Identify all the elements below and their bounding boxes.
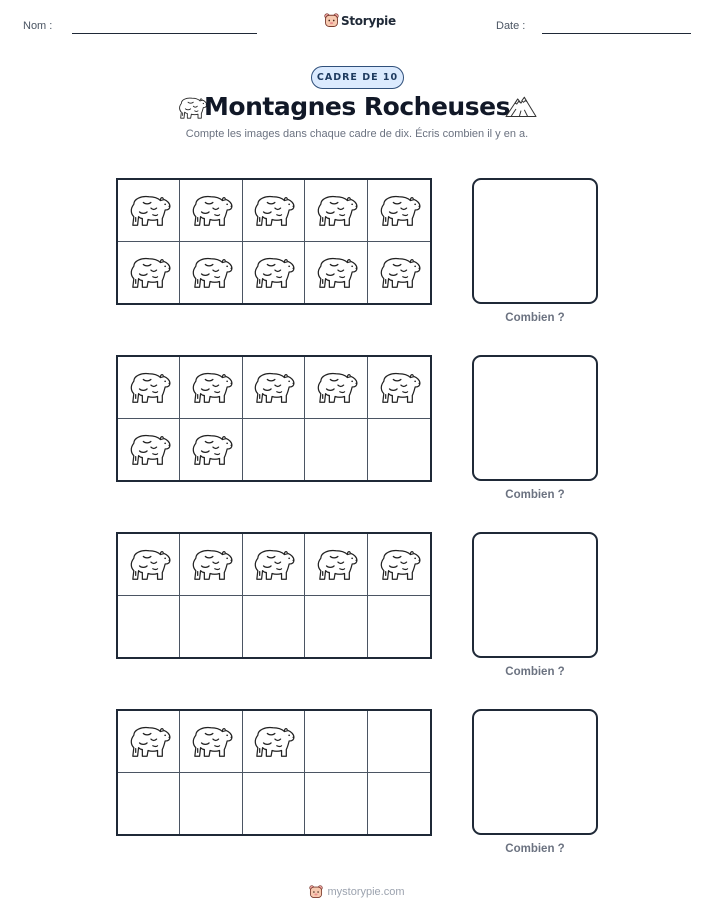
frame-cell [305, 242, 367, 304]
page-title: Montagnes Rocheuses [204, 92, 510, 121]
answer-box-4[interactable] [472, 709, 598, 835]
footer-url[interactable]: mystorypie.com [327, 886, 405, 898]
frame-cell [368, 534, 430, 596]
bear-icon [313, 545, 359, 583]
frame-cell [368, 596, 430, 658]
bear-icon [313, 191, 359, 229]
frame-cell [368, 773, 430, 835]
frame-cell [368, 419, 430, 481]
storypie-logo-icon [324, 13, 339, 28]
frame-cell [305, 596, 367, 658]
frame-cell [243, 419, 305, 481]
storypie-logo-icon [309, 885, 323, 899]
frame-cell [368, 711, 430, 773]
frame-cell [118, 180, 180, 242]
bear-icon [126, 545, 172, 583]
answer-box-3[interactable] [472, 532, 598, 658]
frame-cell [368, 180, 430, 242]
frame-cell [243, 242, 305, 304]
frame-cell [243, 180, 305, 242]
date-field[interactable] [542, 33, 691, 34]
frame-cell [118, 419, 180, 481]
bear-icon [126, 722, 172, 760]
frame-cell [180, 534, 242, 596]
brand-name: Storypie [341, 13, 396, 28]
answer-box-1[interactable] [472, 178, 598, 304]
bear-icon [376, 545, 422, 583]
frame-cell [243, 711, 305, 773]
bear-icon [376, 368, 422, 406]
instructions: Compte les images dans chaque cadre de dix. Écris combien il y en a. [185, 128, 529, 140]
ten-frame-3 [116, 532, 432, 659]
worksheet-type-badge: CADRE DE 10 [311, 66, 404, 89]
answer-label-3: Combien ? [505, 666, 565, 678]
frame-cell [118, 357, 180, 419]
name-field[interactable] [72, 33, 257, 34]
frame-cell [305, 419, 367, 481]
bear-icon [250, 191, 296, 229]
bear-icon [126, 191, 172, 229]
frame-cell [243, 596, 305, 658]
bear-icon [376, 253, 422, 291]
bear-icon [188, 253, 234, 291]
frame-cell [118, 534, 180, 596]
frame-cell [243, 357, 305, 419]
frame-cell [368, 357, 430, 419]
frame-cell [305, 357, 367, 419]
bear-icon [126, 253, 172, 291]
frame-cell [180, 357, 242, 419]
frame-cell [305, 534, 367, 596]
footer [0, 885, 714, 899]
frame-cell [118, 711, 180, 773]
mountain-icon [504, 94, 538, 119]
frame-cell [180, 711, 242, 773]
bear-icon [250, 722, 296, 760]
bear-icon [126, 368, 172, 406]
frame-cell [180, 419, 242, 481]
bear-icon [188, 368, 234, 406]
brand-logo [324, 13, 396, 28]
bear-icon [188, 430, 234, 468]
frame-cell [180, 180, 242, 242]
answer-label-1: Combien ? [505, 312, 565, 324]
answer-label-4: Combien ? [505, 843, 565, 855]
bear-icon [313, 253, 359, 291]
frame-cell [368, 242, 430, 304]
frame-cell [180, 596, 242, 658]
ten-frame-2 [116, 355, 432, 482]
frame-cell [305, 773, 367, 835]
answer-label-2: Combien ? [505, 489, 565, 501]
bear-icon [188, 722, 234, 760]
bear-icon [250, 368, 296, 406]
ten-frame-4 [116, 709, 432, 836]
bear-icon [250, 545, 296, 583]
frame-cell [180, 242, 242, 304]
frame-cell [305, 711, 367, 773]
frame-cell [118, 242, 180, 304]
bear-icon [188, 545, 234, 583]
bear-icon [188, 191, 234, 229]
bear-icon [376, 191, 422, 229]
frame-cell [118, 596, 180, 658]
frame-cell [243, 534, 305, 596]
ten-frame-1 [116, 178, 432, 305]
frame-cell [305, 180, 367, 242]
bear-icon [126, 430, 172, 468]
bear-icon [313, 368, 359, 406]
date-label: Date : [496, 20, 526, 32]
frame-cell [118, 773, 180, 835]
answer-box-2[interactable] [472, 355, 598, 481]
name-label: Nom : [23, 20, 53, 32]
frame-cell [243, 773, 305, 835]
bear-icon [250, 253, 296, 291]
frame-cell [180, 773, 242, 835]
